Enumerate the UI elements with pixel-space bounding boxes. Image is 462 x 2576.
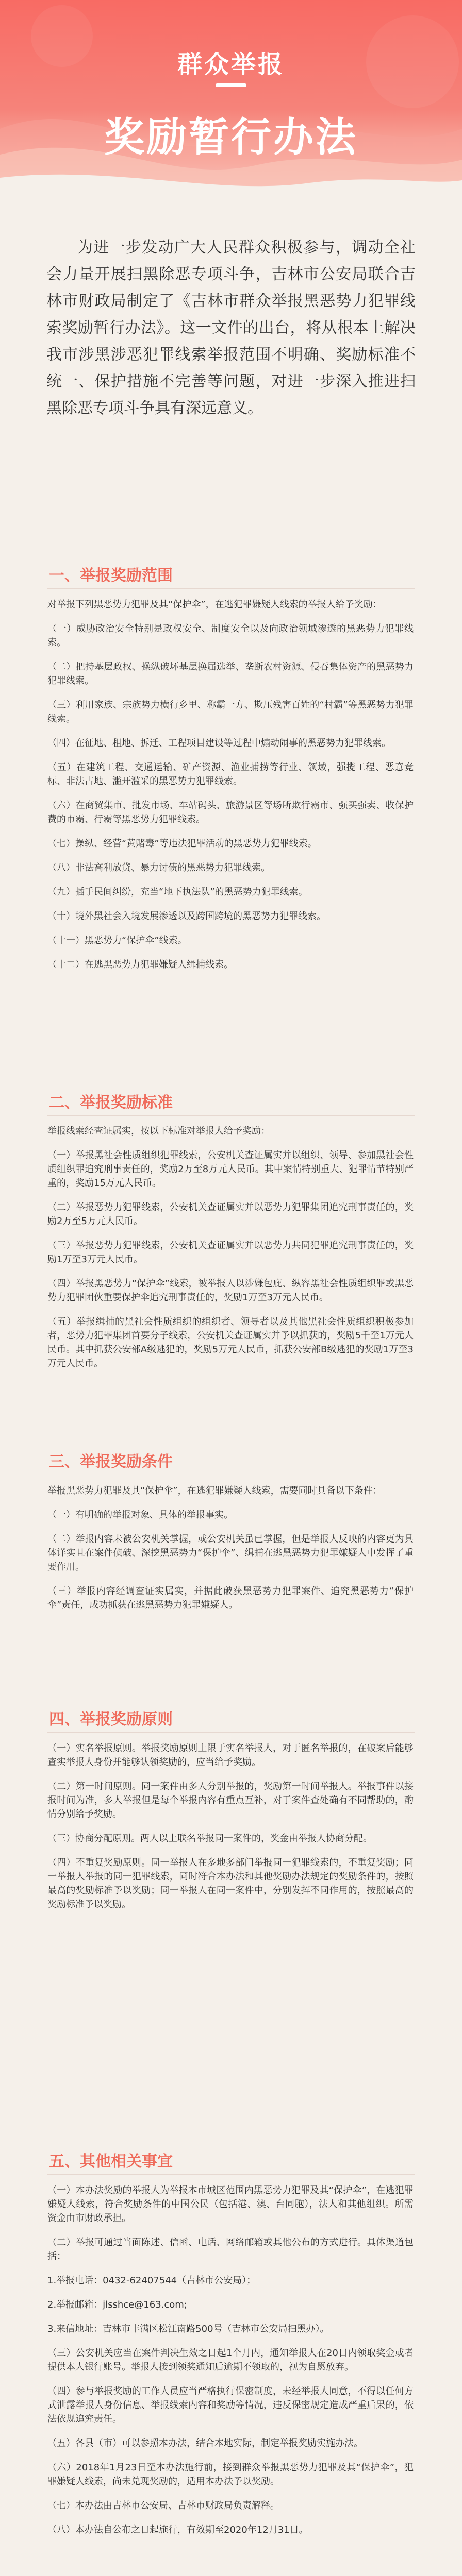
section-body-standard — [47, 1124, 414, 1381]
banner-title: 奖励暂行办法 — [104, 114, 358, 161]
paragraph: （六）在商贸集市、批发市场、车站码头、旅游景区等场所欺行霸市、强买强卖、收保护费的市霸、行霸等黑恶势力犯罪线索。 — [47, 800, 414, 825]
section-body-other — [47, 2183, 414, 2547]
paragraph: （七）操纵、经营“黄赌毒”等违法犯罪活动的黑恶势力犯罪线索。 — [47, 838, 317, 849]
paragraph: （二）第一时间原则。同一案件由多人分别举报的，奖励第一时间举报人。举报事件以接报时间为准，多人举报但是每个举报内容有重点互补，对于案件查处确有不同帮助的，酌情分别给予奖励。 — [47, 1781, 414, 1820]
report-phone: 1.举报电话：0432-62407544（吉林市公安局）； — [47, 2275, 256, 2286]
paragraph: （八）本办法自公布之日起施行，有效期至2020年12月31日。 — [47, 2524, 308, 2535]
section-divider — [47, 588, 415, 589]
banner-divider — [216, 83, 246, 87]
paragraph: 举报黑恶势力犯罪及其“保护伞”，在逃犯罪嫌疑人线索，需要同时具备以下条件： — [47, 1485, 382, 1496]
paragraph: （一）实名举报原则。举报奖励原则上限于实名举报人，对于匿名举报的，在破案后能够查实举报人身份并能够认领奖励的，应当给予奖励。 — [47, 1743, 414, 1768]
paragraph: （十二）在逃黑恶势力犯罪嫌疑人缉捕线索。 — [47, 959, 233, 970]
header-banner — [0, 0, 462, 200]
section-heading-conditions: 三、举报奖励条件 — [49, 1453, 173, 1471]
report-address: 3.来信地址：吉林市丰满区松江南路500号（吉林市公安局扫黑办）。 — [47, 2324, 329, 2334]
paragraph: 举报线索经查证属实，按以下标准对举报人给予奖励： — [47, 1126, 270, 1137]
section-body-scope — [47, 598, 414, 982]
paragraph: （一）举报黑社会性质组织犯罪线索，公安机关查证属实并以组织、领导、参加黑社会性质组织罪追究刑事责任的，奖励2万至8万元人民币。其中案情特别重大、犯罪情节特别严重的，奖励15万元人民币。 — [47, 1150, 414, 1189]
paragraph: （九）插手民间纠纷，充当“地下执法队”的黑恶势力犯罪线索。 — [47, 887, 308, 897]
paragraph: （四）参与举报奖励的工作人员应当严格执行保密制度，未经举报人同意，不得以任何方式泄露举报人身份信息、举报线索内容和奖励等情况，违反保密规定造成严重后果的，依法依规追究责任。 — [47, 2386, 414, 2425]
paragraph: （八）非法高利放贷、暴力讨债的黑恶势力犯罪线索。 — [47, 862, 270, 873]
section-divider — [47, 1115, 415, 1116]
paragraph: （四）举报黑恶势力“保护伞”线索，被举报人以涉嫌包庇、纵容黑社会性质组织罪或黑恶势力犯罪团伙重要保护伞追究刑事责任的，奖励1万至3万元人民币。 — [47, 1278, 414, 1303]
paragraph: （四）在征地、租地、拆迁、工程项目建设等过程中煽动闹事的黑恶势力犯罪线索。 — [47, 738, 391, 749]
report-email: 2.举报邮箱：jlsshce@163.com; — [47, 2299, 187, 2310]
section-divider — [47, 2174, 415, 2175]
paragraph: （五）在建筑工程、交通运输、矿产资源、渔业捕捞等行业、领域，强揽工程、恶意竞标、非法占地、滥开滥采的黑恶势力犯罪线索。 — [47, 762, 414, 787]
paragraph: （一）威胁政治安全特别是政权安全、制度安全以及向政治领域渗透的黑恶势力犯罪线索。 — [47, 623, 414, 648]
paragraph: （三）利用家族、宗族势力横行乡里、称霸一方、欺压残害百姓的“村霸”等黑恶势力犯罪线索。 — [47, 700, 414, 724]
paragraph: （十）境外黑社会入境发展渗透以及跨国跨境的黑恶势力犯罪线索。 — [47, 911, 326, 922]
section-heading-scope: 一、举报奖励范围 — [49, 567, 173, 585]
paragraph: （三）协商分配原则。两人以上联名举报同一案件的，奖金由举报人协商分配。 — [47, 1833, 372, 1844]
paragraph: （一）有明确的举报对象、具体的举报事实。 — [47, 1510, 233, 1520]
paragraph: （七）本办法由吉林市公安局、吉林市财政局负责解释。 — [47, 2500, 279, 2511]
paragraph: （二）举报恶势力犯罪线索，公安机关查证属实并以恶势力犯罪集团追究刑事责任的，奖励2万至5万元人民币。 — [47, 1202, 414, 1227]
paragraph: （一）本办法奖励的举报人为举报本市城区范围内黑恶势力犯罪及其“保护伞”，在逃犯罪嫌疑人线索，符合奖励条件的中国公民（包括港、澳、台同胞），法人和其他组织。所需资金由市财政承担。 — [47, 2185, 414, 2224]
section-body-principles — [47, 1741, 414, 1922]
paragraph: （四）不重复奖励原则。同一举报人在多地多部门举报同一犯罪线索的，不重复奖励；同一举报人举报的同一犯罪线索，同时符合本办法和其他奖励办法规定的奖励条件的，按照最高的奖励标准予以奖励；同一举报人在同一案件中，分别发挥不同作用的，按照最高的奖励标准予以奖励。 — [47, 1857, 414, 1910]
paragraph: （二）举报可通过当面陈述、信函、电话、网络邮箱或其他公布的方式进行。具体渠道包括： — [47, 2237, 414, 2262]
paragraph: （三）举报恶势力犯罪线索，公安机关查证属实并以恶势力共同犯罪追究刑事责任的，奖励1万至3万元人民币。 — [47, 1240, 414, 1265]
paragraph: （三）举报内容经调查证实属实，并据此破获黑恶势力犯罪案件、追究黑恶势力“保护伞”责任，成功抓获在逃黑恶势力犯罪嫌疑人。 — [47, 1586, 414, 1611]
section-heading-other: 五、其他相关事宜 — [49, 2153, 173, 2171]
section-body-conditions — [47, 1484, 414, 1622]
paragraph: （二）把持基层政权、操纵破坏基层换届选举、垄断农村资源、侵吞集体资产的黑恶势力犯罪线索。 — [47, 662, 414, 686]
paragraph: （五）各县（市）可以参照本办法，结合本地实际，制定举报奖励实施办法。 — [47, 2438, 363, 2449]
section-divider — [47, 1732, 415, 1733]
wave-decoration — [0, 0, 462, 200]
section-heading-principles: 四、举报奖励原则 — [49, 1710, 173, 1728]
section-heading-standard: 二、举报奖励标准 — [49, 1094, 173, 1112]
paragraph: 对举报下列黑恶势力犯罪及其“保护伞”，在逃犯罪嫌疑人线索的举报人给予奖励： — [47, 599, 382, 610]
paragraph: （十一）黑恶势力“保护伞”线索。 — [47, 935, 187, 946]
paragraph: （五）举报缉捕的黑社会性质组织的组织者、领导者以及其他黑社会性质组织积极参加者，恶势力犯罪集团首要分子线索，公安机关查证属实并予以抓获的，奖励5千至1万元人民币。其中抓获公安部A级逃犯的，奖励5万元人民币，抓获公安部B级逃犯的奖励1万至3万元人民币。 — [47, 1316, 414, 1369]
paragraph: （六）2018年1月23日至本办法施行前，接到群众举报黑恶势力犯罪及其“保护伞”，犯罪嫌疑人线索，尚未兑现奖励的，适用本办法予以奖励。 — [47, 2462, 414, 2487]
paragraph: （二）举报内容未被公安机关掌握，或公安机关虽已掌握，但是举报人反映的内容更为具体详实且在案件侦破、深挖黑恶势力“保护伞”、缉捕在逃黑恶势力犯罪嫌疑人中发挥了重要作用。 — [47, 1534, 414, 1572]
banner-subtitle: 群众举报 — [177, 50, 285, 79]
intro-paragraph: 为进一步发动广大人民群众积极参与，调动全社会力量开展扫黑除恶专项斗争，吉林市公安局联合吉林市财政局制定了《吉林市群众举报黑恶势力犯罪线索奖励暂行办法》。这一文件的出台，将从根本上解决我市涉黑涉恶犯罪线索举报范围不明确、奖励标准不统一、保护措施不完善等问题，对进一步深入推进扫黑除恶专项斗争具有深远意义。 — [46, 239, 416, 417]
paragraph: （三）公安机关应当在案件判决生效之日起1个月内，通知举报人在20日内领取奖金或者提供本人银行账号。举报人接到领奖通知后逾期不领取的，视为自愿放弃。 — [47, 2348, 414, 2372]
